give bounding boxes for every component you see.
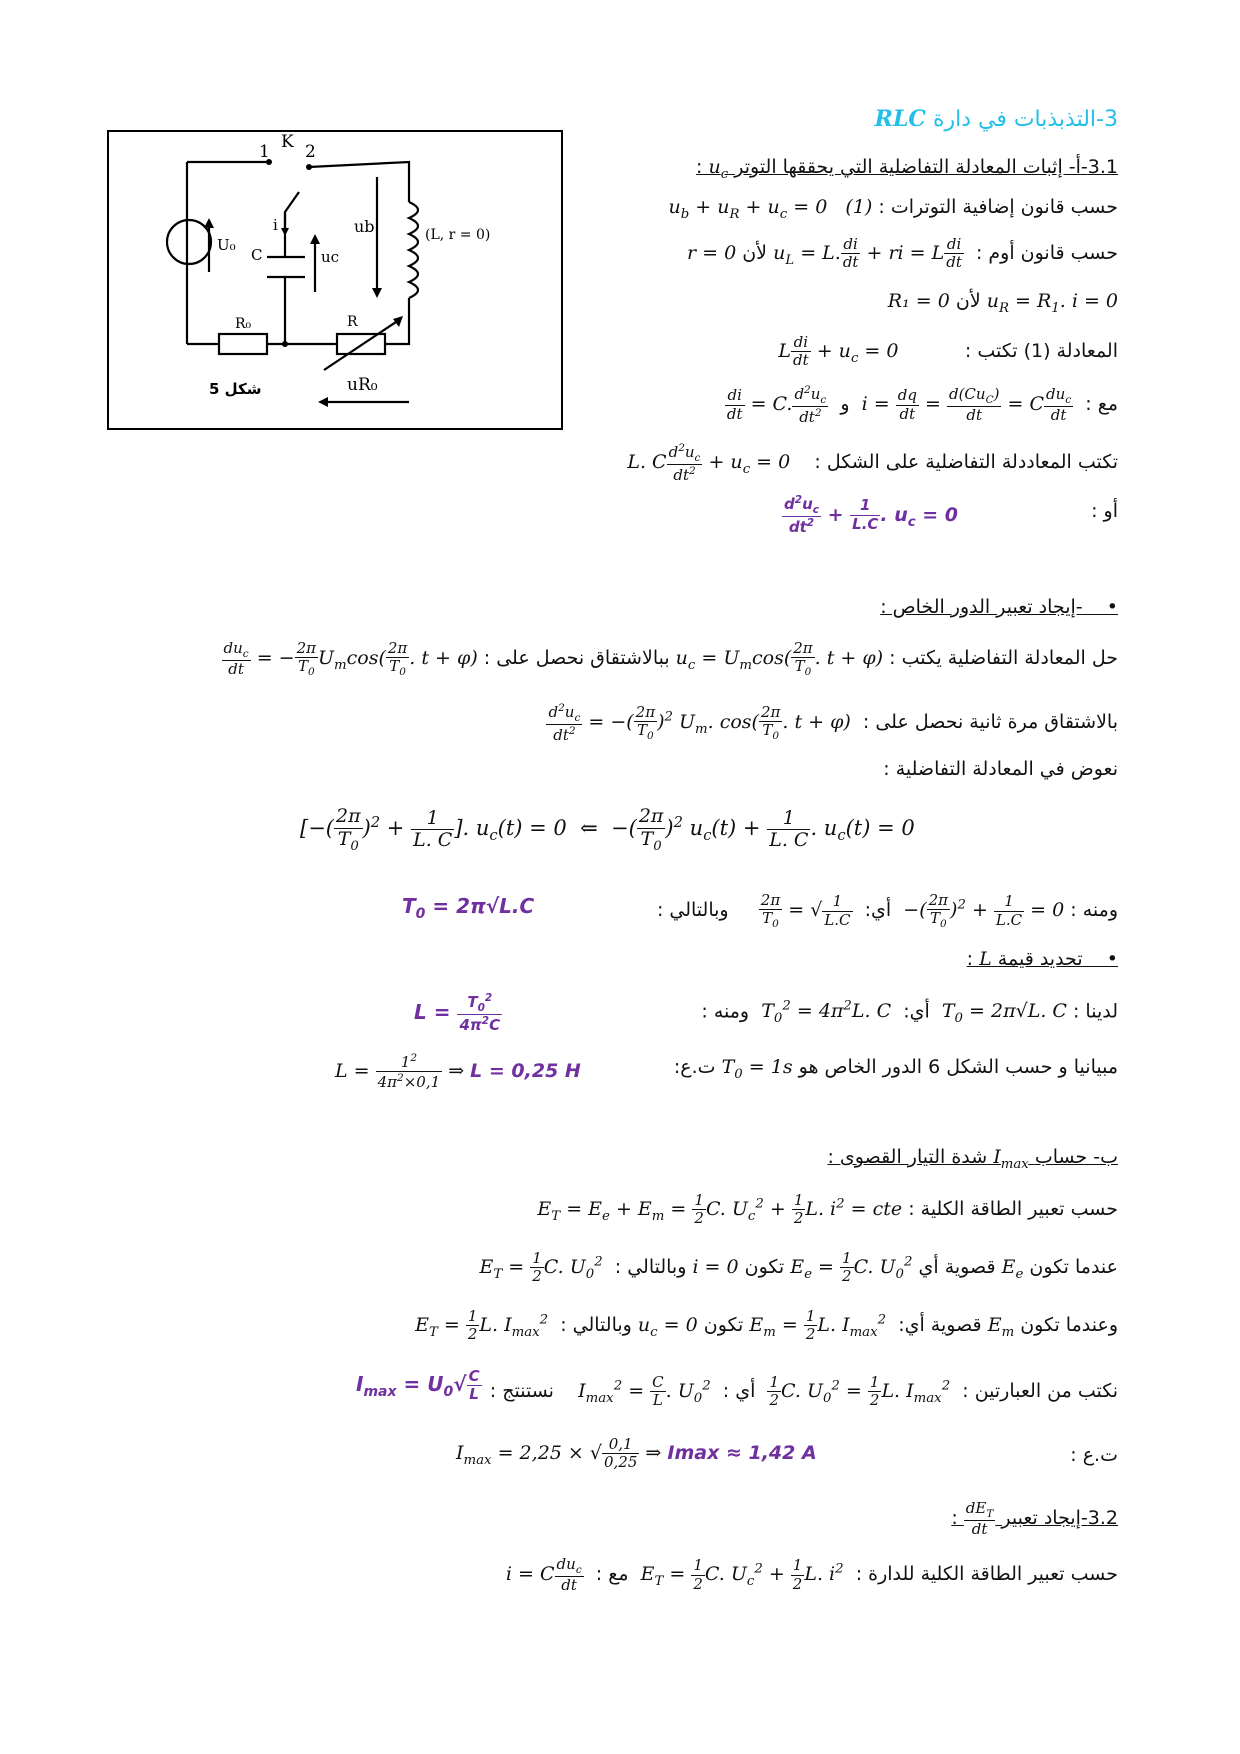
section-title: 3-التذبذبات في دارة RLC [874, 106, 1118, 132]
period-result: $T_0 = 2\pi√L.C$ [402, 894, 535, 922]
inductance-graph: مبيانيا و حسب الشكل 6 الدور الخاص هو $T_0 = 1s$ ت.ع: [673, 1056, 1118, 1082]
imax-heading: ب- حساب $I_{max}$ شدة التيار القصوى : [827, 1146, 1118, 1172]
label-ur0: uR₀ [347, 375, 378, 395]
inductance-formula: L = $\frac{T_0^2}{4\pi^2C}$ [414, 992, 501, 1035]
inductance-calc: L = $\frac{1^2}{4\pi^2\times 0,1}$ ⇒ L = 0,25 H [335, 1052, 581, 1092]
s31-line4: المعادلة (1) تكتب : L $\frac{di}{dt}$ + $u_c = 0$ [778, 333, 1118, 370]
period-heading: • -إيجاد تعبير الدور الخاص : [880, 596, 1118, 618]
s32-heading: 3.2-إيجاد تعبير $\frac{dE_T}{dt}$ : [951, 1499, 1118, 1539]
imax-calc: $I_{max} = 2,25$ × √ $\frac{0,1}{0,25}$ ⇒ Imax ≈ 1,42 A [456, 1435, 817, 1472]
s31-line6: تكتب المعاددلة التفاضلية على الشكل : L. C $\frac{d^2u_c}{dt^2}$ + $u_c = 0$ [627, 442, 1118, 485]
period-second-derivative: بالاشتقاق مرة ثانية نحصل على : $\frac{d^2u_c}{dt^2}$ = −( $\frac{2\pi}{T_0}$ )$^2$ $U_m$. cos( $\frac{2\pi}{T_0}$ . t + φ) [548, 702, 1118, 745]
imax-formula: $I_{max} = U_0√$ $\frac{C}{L}$ [356, 1367, 480, 1404]
s31-heading: 3.1-أ- إثبات المعادلة التفاضلية التي يحققها التوتر $u_c$ : [696, 156, 1118, 182]
imax-line4: نكتب من العبارتين : $\frac{1}{2}$ C. $U_0^2$ = $\frac{1}{2}$ L. $I_{max}^2$ أي : $I_{max}^2$ = $\frac{C}{L}$ . $U_0^2$ نستنتج : [489, 1373, 1118, 1410]
label-r: R [347, 314, 358, 330]
circuit-figure [107, 130, 563, 430]
inductance-have: لدينا : $T_0 = 2\pi√L$. C أي: $T_0^2 = 4\pi^2L$. C ومنه : [701, 999, 1118, 1027]
imax-line1: حسب تعبير الطاقة الكلية : $E_T = E_e + E_m$ = $\frac{1}{2}$ C. $U_c^2$ + $\frac{1}{2}$ L. $i^2$ = cte [537, 1191, 1118, 1228]
imax-line2: عندما تكون $E_e$ قصوية أي $E_e$ = $\frac{1}{2}$ C. $U_0^2$ تكون i = 0 وبالتالي : $E_T$ = $\frac{1}{2}$ C. $U_0^2$ [479, 1249, 1118, 1286]
label-c: C [251, 246, 263, 264]
diff-equation: $\frac{d^2u_c}{dt^2}$ + $\frac{1}{L.C}$ . $u_c = 0$ [784, 494, 959, 537]
period-solution: حل المعادلة التفاضلية يكتب : $u_c = U_m\cos$( $\frac{2\pi}{T_0}$ . t + φ) ببالاشتقاق نحصل على : $\frac{du_c}{dt}$ = − $\frac{2\pi}{T_0}$ $U_m\cos$( $\frac{2\pi}{T_0}$ . t + φ) [223, 639, 1118, 679]
label-two: 2 [305, 142, 316, 162]
label-u0: U₀ [217, 236, 236, 254]
circuit-diagram [109, 132, 561, 428]
period-substitute: نعوض في المعادلة التفاضلية : [883, 758, 1118, 780]
s31-line1: حسب قانون إضافية التوترات : $u_b + u_R + u_c = 0$ (1) [668, 196, 1118, 222]
label-i: i [273, 216, 278, 234]
label-uc: uc [321, 248, 340, 266]
period-conclusion: ومنه : −( $\frac{2\pi}{T_0}$ )$^2$ + $\frac{1}{L.C}$ = 0 أي: $\frac{2\pi}{T_0}$ = √ $\frac{1}{L.C}$ وبالتالي : [656, 891, 1118, 931]
s32-line1: حسب تعبير الطاقة الكلية للدارة : $E_T$ = $\frac{1}{2}$ C. $U_c^2$ + $\frac{1}{2}$ L. $i^2$ مع : i = C $\frac{du_c}{dt}$ [505, 1555, 1118, 1595]
label-ub: ub [354, 217, 375, 236]
label-lr: (L, r = 0) [425, 227, 491, 243]
s31-line3: $u_R = R_1$. i = 0 لأن R₁ = 0 [887, 290, 1118, 316]
figure-caption: شكل 5 [209, 380, 262, 398]
imax-line3: وعندما تكون $E_m$ قصوية أي: $E_m$ = $\frac{1}{2}$ L. $I_{max}^2$ تكون $u_c = 0$ وبالتالي : $E_T$ = $\frac{1}{2}$ L. $I_{max}^2$ [415, 1307, 1118, 1344]
label-one: 1 [259, 142, 270, 162]
s31-line7: أو : [1091, 500, 1118, 522]
inductance-heading: • تحديد قيمة L : [966, 948, 1118, 970]
period-substituted-equation: [−( $\frac{2\pi}{T_0}$ )$^2$ + $\frac{1}{L. C}$ ]. $u_c(t) = 0$ ⇐ −( $\frac{2\pi}{T_0}$ )$^2$ $u_c(t)$ + $\frac{1}{L. C}$ . $u_c(t) = 0$ [300, 805, 915, 854]
s31-line2: حسب قانون أوم : $u_L = L$. $\frac{di}{dt}$ + ri = L $\frac{di}{dt}$ لأن r = 0 [687, 235, 1118, 272]
label-r0: R₀ [235, 316, 252, 332]
imax-numeric-label: ت.ع : [1070, 1444, 1118, 1466]
s31-line5: مع : i = $\frac{dq}{dt}$ = $\frac{d(Cu_C)}{dt}$ = C $\frac{du_c}{dt}$ و $\frac{di}{dt}$ = C. $\frac{d^2u_c}{dt^2}$ [726, 384, 1118, 427]
label-k: K [281, 132, 294, 152]
